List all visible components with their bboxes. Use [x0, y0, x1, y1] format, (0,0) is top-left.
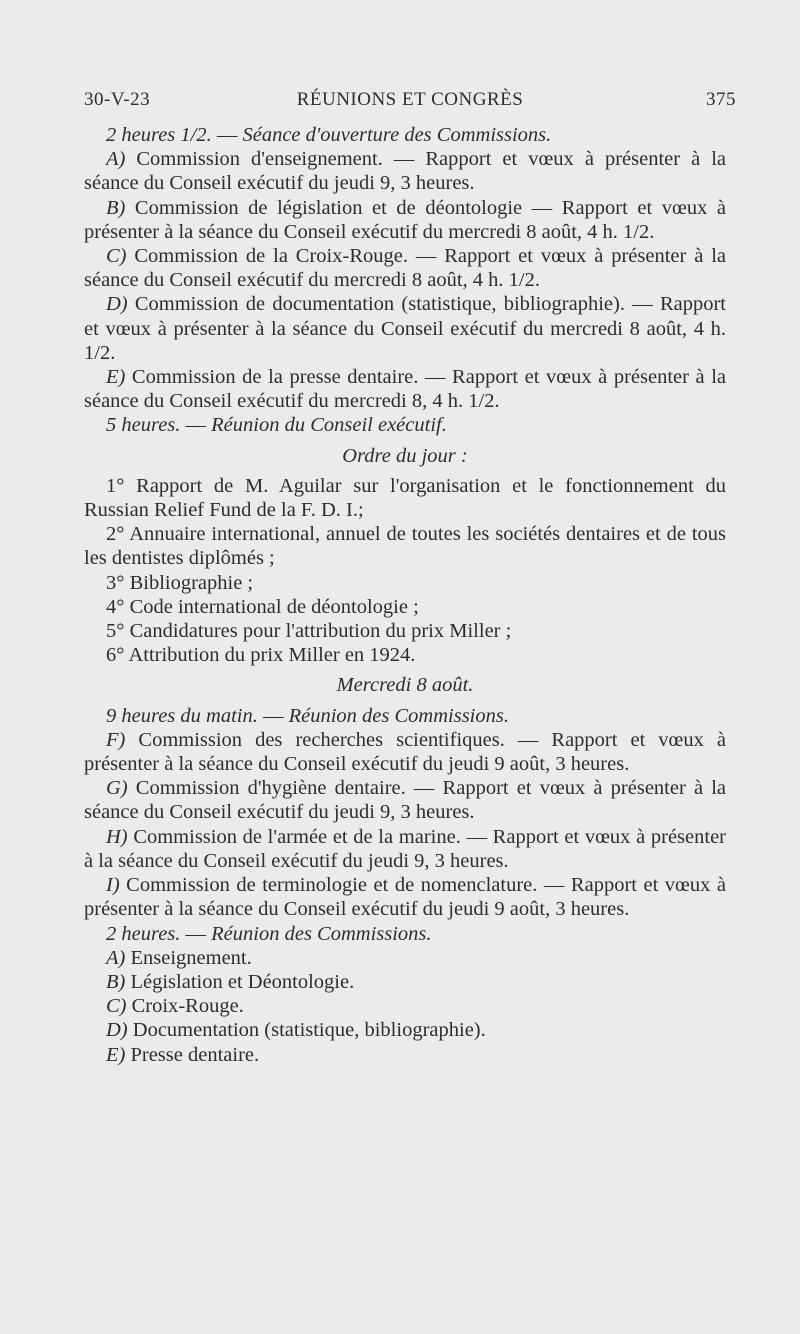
schedule-heading: [84, 704, 726, 728]
commission-item: [84, 776, 726, 824]
schedule-heading: [84, 922, 726, 946]
page-body: [84, 123, 726, 1067]
commission-item: [84, 728, 726, 776]
item-text: Documentation (statistique, bibliographie).: [127, 1019, 486, 1042]
agenda-item: 3° Bibliographie ;: [106, 571, 254, 594]
item-label: B): [106, 970, 126, 993]
schedule-title: Réunion des Commissions.: [211, 922, 432, 945]
schedule-title: Réunion des Commissions.: [288, 704, 509, 727]
dash: —: [257, 704, 289, 727]
schedule-time: 9 heures du matin.: [106, 704, 258, 727]
commission-item: [84, 946, 726, 970]
agenda-item: 5° Candidatures pour l'attribution du prix Miller ;: [106, 620, 512, 643]
schedule-time: 2 heures 1/2.: [106, 124, 212, 146]
commission-item: [84, 873, 726, 921]
commission-item: [84, 196, 726, 244]
item-text: Croix-Rouge.: [126, 995, 244, 1018]
dash: —: [180, 414, 212, 437]
commission-item: [84, 244, 726, 292]
agenda-item: 4° Code international de déontologie ;: [106, 595, 419, 618]
page-number: 375: [706, 89, 736, 110]
item-label: A): [106, 148, 126, 171]
item-label: I): [106, 874, 120, 897]
item-label: F): [106, 728, 126, 751]
item-text: Commission de la presse dentaire. — Rapport et vœux à présenter à la séance du Conseil exécutif du mercredi 8, 4 h. 1/2.: [84, 366, 726, 413]
item-label: A): [106, 946, 126, 969]
schedule-heading: [84, 123, 726, 147]
item-label: B): [106, 196, 126, 219]
commission-item: [84, 365, 726, 413]
commission-item: [84, 994, 726, 1018]
item-label: H): [106, 825, 128, 848]
header-title: RÉUNIONS ET CONGRÈS: [296, 89, 524, 110]
item-label: C): [106, 995, 127, 1018]
item-text: Presse dentaire.: [125, 1043, 260, 1066]
dash: —: [211, 124, 243, 146]
dash: —: [180, 922, 212, 945]
item-text: Commission de la Croix-Rouge. — Rapport et vœux à présenter à la séance du Conseil exécutif du mercredi 8 août, 4 h. 1/2.: [84, 245, 726, 292]
schedule-time: 2 heures.: [106, 922, 181, 945]
item-text: Commission de documentation (statistique, bibliographie). — Rapport et vœux à présenter à la séance du Conseil exécutif du mercredi 8 août, 4 h. 1/2.: [84, 293, 726, 364]
commission-item: [84, 970, 726, 994]
running-header: [84, 89, 736, 119]
item-label: G): [106, 777, 128, 800]
item-text: Législation et Déontologie.: [125, 970, 355, 993]
schedule-title: Réunion du Conseil exécutif.: [211, 414, 447, 437]
section-heading: Mercredi 8 août.: [336, 674, 474, 697]
agenda-item: 2° Annuaire international, annuel de toutes les sociétés dentaires et de tous les dentistes diplômés ;: [84, 523, 726, 570]
item-text: Commission de l'armée et de la marine. — Rapport et vœux à présenter à la séance du Conseil exécutif du jeudi 9, 3 heures.: [84, 825, 726, 872]
item-label: E): [106, 1043, 126, 1066]
item-text: Enseignement.: [125, 946, 252, 969]
item-label: E): [106, 366, 126, 389]
item-text: Commission d'enseignement. — Rapport et vœux à présenter à la séance du Conseil exécutif du jeudi 9, 3 heures.: [84, 148, 726, 195]
agenda-item: 1° Rapport de M. Aguilar sur l'organisation et le fonctionnement du Russian Relief Fund de la F. D. I.;: [84, 474, 726, 522]
commission-item: [84, 147, 726, 195]
schedule-heading: [84, 413, 726, 437]
commission-item: [84, 1018, 726, 1042]
item-label: D): [106, 293, 128, 316]
commission-item: [84, 1043, 726, 1067]
item-text: Commission de terminologie et de nomenclature. — Rapport et vœux à présenter à la séance du Conseil exécutif du jeudi 9 août, 3 heures.: [84, 874, 726, 921]
section-heading: Ordre du jour :: [342, 444, 468, 467]
item-label: D): [106, 1019, 128, 1042]
item-text: Commission de législation et de déontologie — Rapport et vœux à présenter à la séance du Conseil exécutif du mercredi 8 août, 4 h. 1/2.: [84, 196, 726, 243]
commission-item: [84, 292, 726, 365]
commission-item: [84, 825, 726, 873]
header-date: 30-V-23: [84, 89, 151, 110]
schedule-time: 5 heures.: [106, 414, 181, 437]
agenda-item: 6° Attribution du prix Miller en 1924.: [106, 644, 416, 667]
item-text: Commission d'hygiène dentaire. — Rapport et vœux à présenter à la séance du Conseil exécutif du jeudi 9, 3 heures.: [84, 777, 726, 824]
item-text: Commission des recherches scientifiques. — Rapport et vœux à présenter à la séance du Conseil exécutif du jeudi 9 août, 3 heures.: [84, 728, 726, 776]
item-label: C): [106, 245, 127, 268]
schedule-title: Séance d'ouverture des Commissions.: [242, 124, 552, 146]
